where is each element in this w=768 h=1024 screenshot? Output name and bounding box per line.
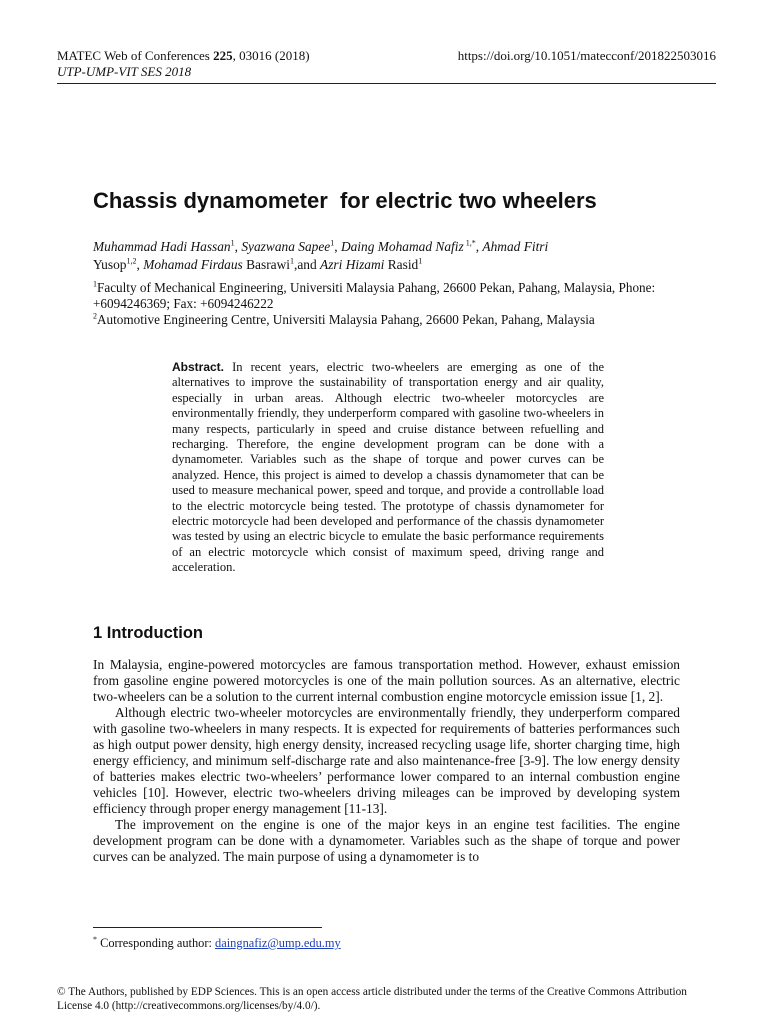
affiliations: [93, 280, 683, 328]
volume-number: 225: [213, 48, 233, 63]
abstract: [172, 360, 604, 576]
author-affil-mark: 1: [290, 256, 294, 266]
author-family-name: Basrawi: [246, 257, 290, 272]
conference-citation: MATEC Web of Conferences 225, 03016 (2018): [57, 48, 310, 63]
author-affil-mark: 1: [418, 256, 423, 266]
author-given-name: Mohamad Firdaus: [143, 257, 247, 272]
author-affil-mark: 1,2: [126, 256, 137, 266]
author-family-name: Rasid: [387, 257, 419, 272]
affiliation-2: $^2$Automotive Engineering Centre, Universiti Malaysia Pahang, 26600 Pekan, Pahang, Malaysia: [93, 311, 595, 327]
author-name: Syazwana Sapee: [241, 239, 331, 254]
author-list: Muhammad Hadi Hassan$^1$, Syazwana Sapee$^1$, Daing Mohamad Nafiz $^{1,*}$, Ahmad Fitri Yusop$^{1,2}$, Mohamad Firdaus Basrawi$^1$,and Azri Hizami Rasid$^1$: [93, 238, 549, 272]
footnote-divider: [93, 927, 322, 928]
author-name: Daing Mohamad Nafiz: [340, 239, 464, 254]
introduction-body: [93, 657, 680, 865]
footnote-mark: *: [93, 934, 97, 944]
section-heading-introduction: 1 Introduction: [93, 624, 203, 642]
paragraph: In Malaysia, engine-powered motorcycles are famous transportation method. However, exhaust emission from gasoline engine powered motorcycles is one of the main pollution sources. As an alternative, electric two-wheelers can be a solution to the current internal combustion engine motorcycle emission issue [1, 2].: [93, 657, 680, 704]
author-given-name: Azri Hizami: [320, 257, 388, 272]
author-affil-mark: 1: [330, 238, 335, 248]
paragraph: Although electric two-wheeler motorcycles are environmentally friendly, they underperform compared with gasoline two-wheelers in many respects. It is expected for requirements of batteries performances such as high output power density, high energy density, increased recycling usage life, shorter charging time, high energy efficiency, and minimum self-discharge rate and also maintenance-free [3-9]. The low energy density of batteries makes electric two-wheelers’ performance lower compared to an internal combustion engine vehicles [10]. However, electric two-wheelers driving mileages can be improved by developing system efficiency through proper energy management [11-13].: [93, 705, 680, 816]
author-email-link[interactable]: daingnafiz@ump.edu.my: [215, 936, 341, 950]
corresponding-author-footnote: * Corresponding author: daingnafiz@ump.edu.my: [93, 934, 341, 950]
author-name: Muhammad Hadi Hassan: [93, 239, 231, 254]
abstract-label: Abstract.: [172, 360, 225, 374]
doi-link[interactable]: https://doi.org/10.1051/matecconf/201822503016: [457, 48, 716, 63]
header-divider: [57, 83, 716, 84]
author-family-name: Yusop: [93, 257, 127, 272]
abstract-text: In recent years, electric two-wheelers are emerging as one of the alternatives to improve the sustainability of transportation energy and air quality, especially in urban areas. Although electric two-wheeler motorcycles are environmentally friendly, they underperform compared with gasoline two-wheelers in many respects, particularly in speed and cruise distance between refuelling and recharging. Therefore, the engine development program can be done with a dynamometer. Variables such as the shape of torque and power curves can be analyzed. Hence, this project is aimed to develop a chassis dynamometer that can be used to measure mechanical power, speed and torque, and provide a controllable load to the electric motorcycle being tested. The prototype of chassis dynamometer for electric motorcycle had been developed and performance of the chassis dynamometer was tested by using an electric bicycle to emulate the basic performance requirements of an electric motorcycle which consist of maximum speed, driving range and acceleration.: [172, 360, 604, 575]
affiliation-1: $^1$Faculty of Mechanical Engineering, Universiti Malaysia Pahang, 26600 Pekan, Pahang, Malaysia, Phone: +6094246369; Fax: +6094246222: [93, 279, 656, 311]
author-given-name: Ahmad Fitri: [482, 239, 549, 254]
paper-title: Chassis dynamometer for electric two wheelers: [93, 188, 597, 213]
author-affil-mark: 1: [230, 238, 235, 248]
running-header: [57, 48, 716, 80]
paragraph: The improvement on the engine is one of the major keys in an engine test facilities. The engine development program can be done with a dynamometer. Variables such as the shape of torque and power curves can be analyzed. The main purpose of using a dynamometer is to: [93, 817, 680, 864]
license-footer: © The Authors, published by EDP Sciences. This is an open access article distributed under the terms of the Creative Commons Attribution License 4.0 (http://creativecommons.org/licenses/by/4.0/).: [57, 986, 687, 1012]
author-affil-mark: 1,*: [463, 238, 476, 248]
conference-subtitle: UTP-UMP-VIT SES 2018: [57, 64, 192, 79]
